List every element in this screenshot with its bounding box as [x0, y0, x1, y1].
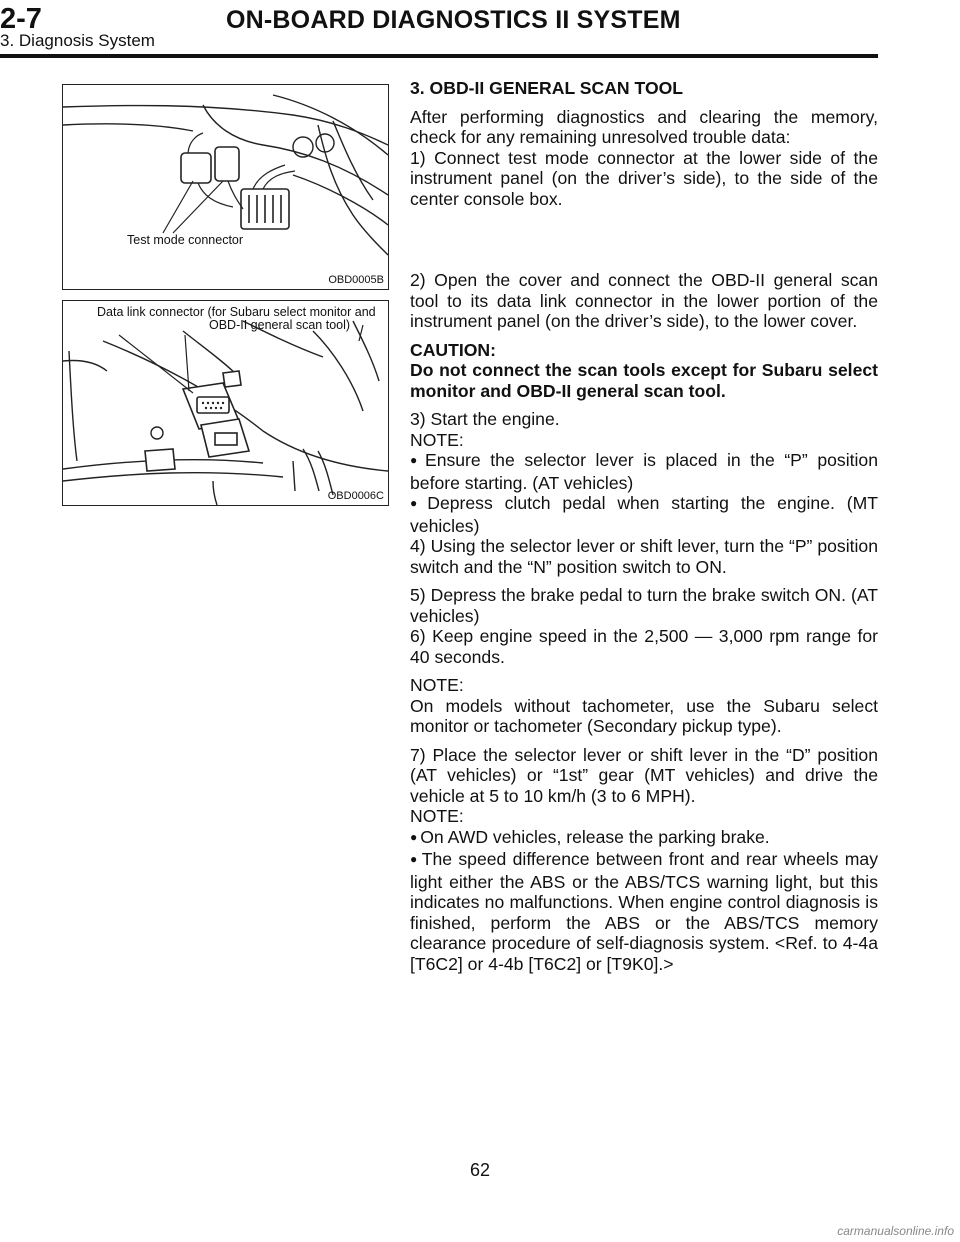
- note-bullet: ● Ensure the selector lever is placed in the “P” position before starting. (AT vehicles): [410, 450, 878, 493]
- figure-test-mode-connector: [62, 84, 389, 290]
- figure-code: OBD0005B: [328, 274, 384, 286]
- figure-data-link-connector: [62, 300, 389, 506]
- step-7: 7) Place the selector lever or shift lever in the “D” position (AT vehicles) or “1st” gear (MT vehicles) and drive the vehicle at 5 to 10 km/h (3 to 6 MPH).: [410, 744, 878, 806]
- step-1: 1) Connect test mode connector at the lower side of the instrument panel (on the driver’s side), to the side of the center console box.: [410, 147, 878, 209]
- step-5: 5) Depress the brake pedal to turn the brake switch ON. (AT vehicles): [410, 585, 878, 626]
- note-text: On models without tachometer, use the Subaru select monitor or tachometer (Secondary pickup type).: [410, 695, 878, 736]
- section-number: 2-7: [0, 3, 42, 35]
- caution-text: Do not connect the scan tools except for Subaru select monitor and OBD-II general scan tool.: [410, 360, 878, 401]
- page-header: [0, 0, 960, 60]
- page-number: 62: [469, 1160, 491, 1180]
- header-rule: [0, 54, 878, 58]
- section-heading: 3. OBD-II GENERAL SCAN TOOL: [410, 78, 684, 98]
- figure-label: Test mode connector: [127, 233, 244, 247]
- note-label: NOTE:: [410, 806, 464, 826]
- caution-label: CAUTION:: [410, 339, 497, 360]
- intro-text: After performing diagnostics and clearing the memory, check for any remaining unresolved trouble data:: [410, 106, 878, 147]
- figure-code: OBD0006C: [327, 490, 384, 502]
- figure-label-line-2: OBD-II general scan tool): [209, 318, 351, 332]
- step-4: 4) Using the selector lever or shift lever, turn the “P” position switch and the “N” position switch to ON.: [410, 536, 878, 577]
- step-2: 2) Open the cover and connect the OBD-II general scan tool to its data link connector in the lower portion of the instrument panel (on the driver’s side), to the lower cover.: [410, 270, 878, 331]
- page-title: ON-BOARD DIAGNOSTICS II SYSTEM: [226, 6, 681, 34]
- note-bullet: ● The speed difference between front and rear wheels may light either the ABS or the ABS/TCS warning light, but this indicates no malfunctions. When engine control diagnosis is finished, perform the ABS or the ABS/TCS memory clearance procedure of self-diagnosis system. <Ref. to 4-4a [T6C2] or 4-4b [T6C2] or [T9K0].>: [410, 849, 878, 974]
- section-subtitle: 3. Diagnosis System: [0, 31, 155, 50]
- step-6: 6) Keep engine speed in the 2,500 — 3,000 rpm range for 40 seconds.: [410, 626, 878, 667]
- note-label: NOTE:: [410, 675, 464, 695]
- watermark: carmanualsonline.info: [837, 1224, 954, 1238]
- test-mode-connector-illustration: [63, 85, 388, 289]
- note-bullet: ● On AWD vehicles, release the parking brake.: [410, 827, 878, 850]
- figure-label-line-1: Data link connector (for Subaru select monitor and: [97, 305, 376, 319]
- step-3: 3) Start the engine.: [410, 409, 560, 429]
- procedure-text: [410, 78, 878, 974]
- note-bullet: ● Depress clutch pedal when starting the engine. (MT vehicles): [410, 493, 878, 536]
- note-label: NOTE:: [410, 429, 464, 450]
